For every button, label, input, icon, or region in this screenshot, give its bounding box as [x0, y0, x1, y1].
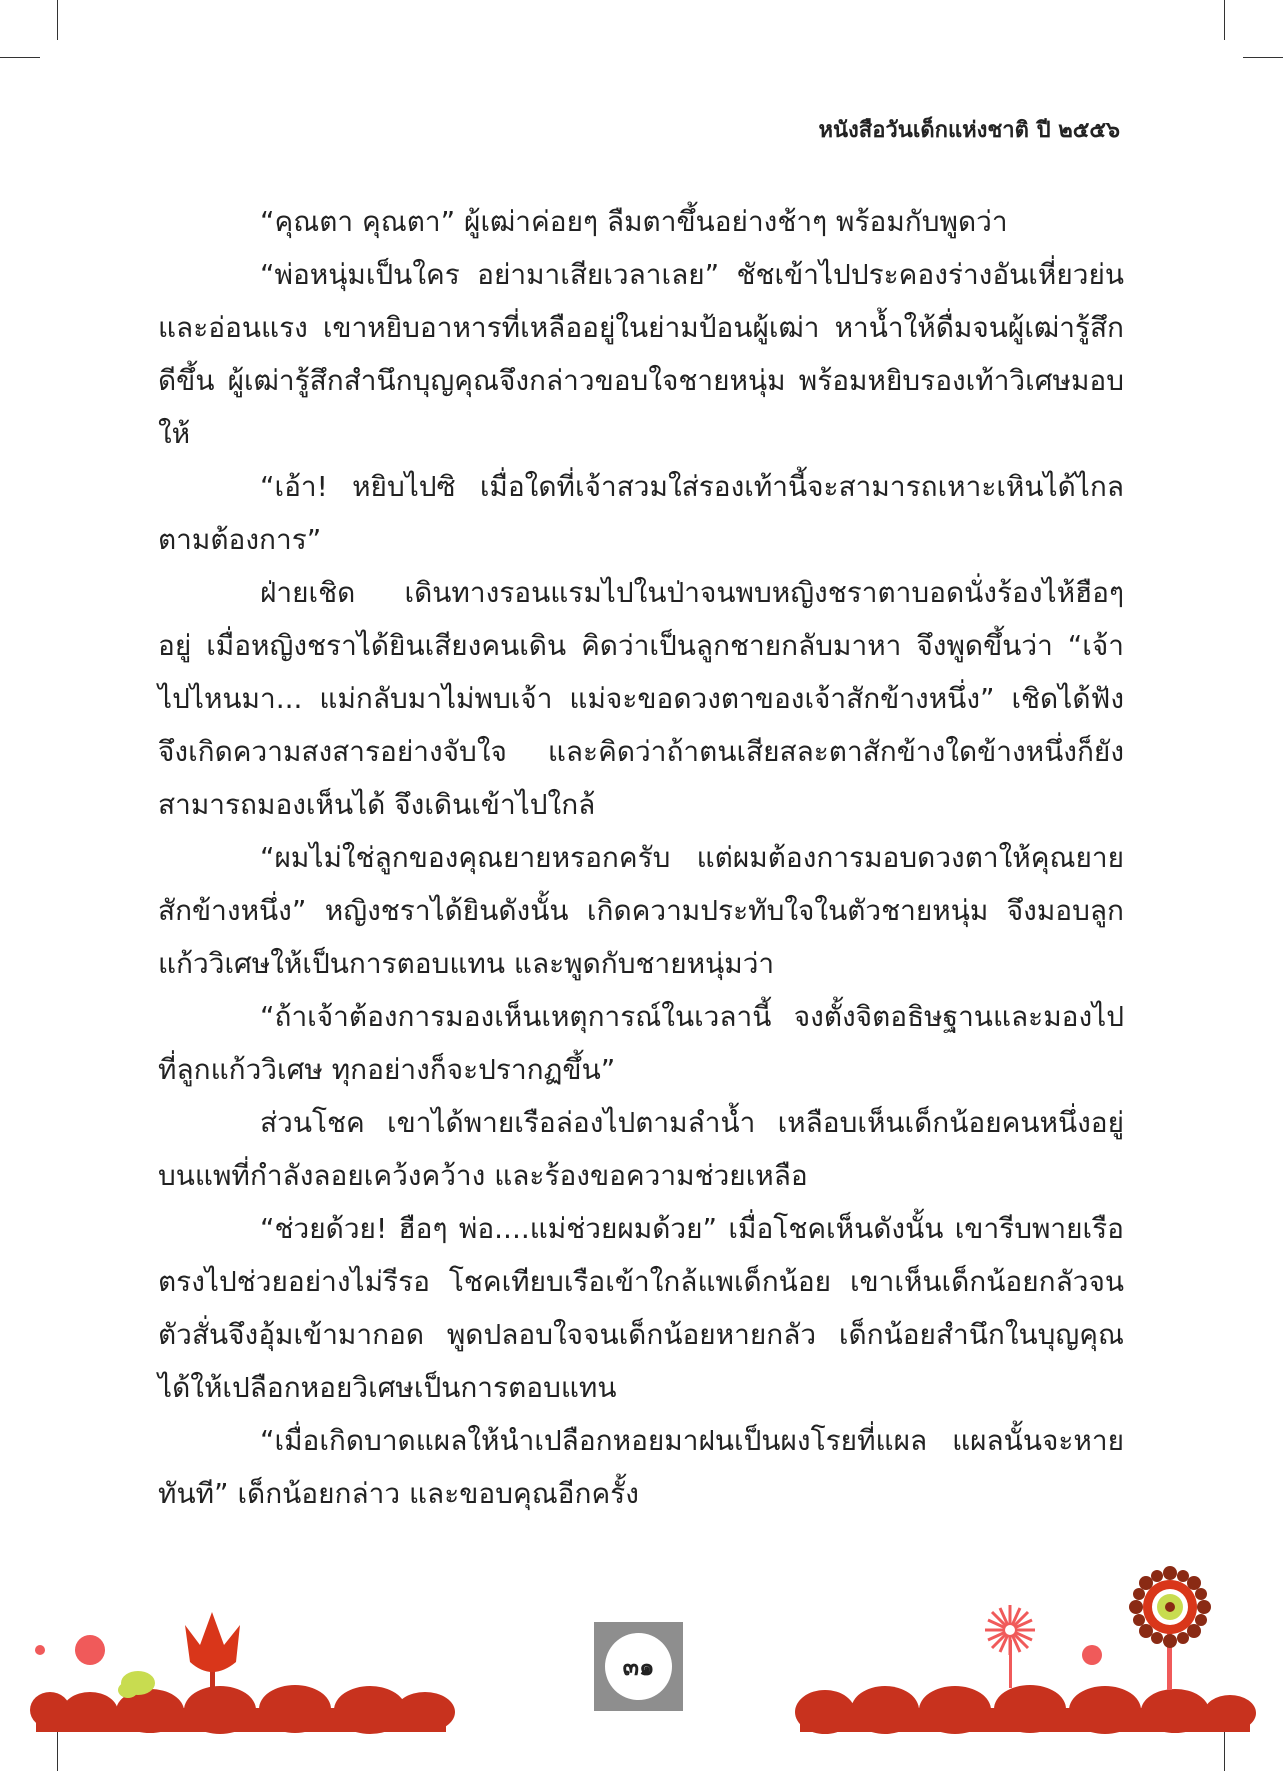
pink-dot	[35, 1645, 45, 1655]
paragraph: “ผมไม่ใช่ลูกของคุณยายหรอกครับ แต่ผมต้องการมอบดวงตาให้คุณยายสักข้างหนึ่ง” หญิงชราได้ยินดังนั้น เกิดความประทับใจในตัวชายหนุ่ม จึงมอบลูกแก้ววิเศษให้เป็นการตอบแทน และพูดกับชายหนุ่มว่า	[158, 841, 1124, 980]
leaf-icon	[118, 1682, 138, 1698]
sunflower-icon	[1129, 1566, 1211, 1690]
page-number: ๓๑	[605, 1633, 672, 1700]
pink-dot	[1082, 1645, 1102, 1665]
paragraph: “พ่อหนุ่มเป็นใคร อย่ามาเสียเวลาเลย” ชัชเข้าไปประคองร่างอันเหี่ยวย่นและอ่อนแรง เขาหยิบอาหารที่เหลืออยู่ในย่ามป้อนผู้เฒ่า หาน้ำให้ดื่มจนผู้เฒ่ารู้สึกดีขึ้น ผู้เฒ่ารู้สึกสำนึกบุญคุณจึงกล่าวขอบใจชายหนุ่ม พร้อมหยิบรองเท้าวิเศษมอบให้	[158, 258, 1124, 450]
paragraph: “ถ้าเจ้าต้องการมองเห็นเหตุการณ์ในเวลานี้ จงตั้งจิตอธิษฐานและมองไปที่ลูกแก้ววิเศษ ทุกอย่างก็จะปรากฏขึ้น”	[158, 1000, 1124, 1086]
running-header: หนังสือวันเด็กแห่งชาติ ปี ๒๕๕๖	[818, 118, 1120, 143]
paragraph: “เอ้า! หยิบไปซิ เมื่อใดที่เจ้าสวมใส่รองเท้านี้จะสามารถเหาะเหินได้ไกลตามต้องการ”	[158, 470, 1124, 556]
paragraph: “ช่วยด้วย! ฮือๆ พ่อ....แม่ช่วยผมด้วย” เมื่อโชคเห็นดังนั้น เขารีบพายเรือตรงไปช่วยอย่างไม่รีรอ โชคเทียบเรือเข้าใกล้แพเด็กน้อย เขาเห็นเด็กน้อยกลัวจนตัวสั่นจึงอุ้มเข้ามากอด พูดปลอบใจจนเด็กน้อยหายกลัว เด็กน้อยสำนึกในบุญคุณได้ให้เปลือกหอยวิเศษเป็นการตอบแทน	[158, 1212, 1124, 1404]
page-number-box	[594, 1622, 683, 1711]
paragraph: “คุณตา คุณตา” ผู้เฒ่าค่อยๆ ลืมตาขึ้นอย่างช้าๆ พร้อมกับพูดว่า	[260, 205, 1008, 238]
paragraph: ฝ่ายเชิด เดินทางรอนแรมไปในป่าจนพบหญิงชราตาบอดนั่งร้องไห้ฮือๆ อยู่ เมื่อหญิงชราได้ยินเสียงคนเดิน คิดว่าเป็นลูกชายกลับมาหา จึงพูดขึ้นว่า “เจ้าไปไหนมา... แม่กลับมาไม่พบเจ้า แม่จะขอดวงตาของเจ้าสักข้างหนึ่ง” เชิดได้ฟังจึงเกิดความสงสารอย่างจับใจ และคิดว่าถ้าตนเสียสละตาสักข้างใดข้างหนึ่งก็ยังสามารถมองเห็นได้ จึงเดินเข้าไปใกล้	[158, 576, 1124, 821]
paragraph: “เมื่อเกิดบาดแผลให้นำเปลือกหอยมาฝนเป็นผงโรยที่แผล แผลนั้นจะหายทันที” เด็กน้อยกล่าว และขอบคุณอีกครั้ง	[158, 1424, 1124, 1510]
pink-flower-icon	[985, 1605, 1035, 1688]
left-ground-mounds	[30, 1685, 455, 1734]
pink-dot	[75, 1635, 105, 1665]
right-ground-mounds	[795, 1685, 1256, 1734]
paragraph: ส่วนโชค เขาได้พายเรือล่องไปตามลำน้ำ เหลือบเห็นเด็กน้อยคนหนึ่งอยู่บนแพที่กำลังลอยเคว้งคว้าง และร้องขอความช่วยเหลือ	[158, 1106, 1124, 1192]
